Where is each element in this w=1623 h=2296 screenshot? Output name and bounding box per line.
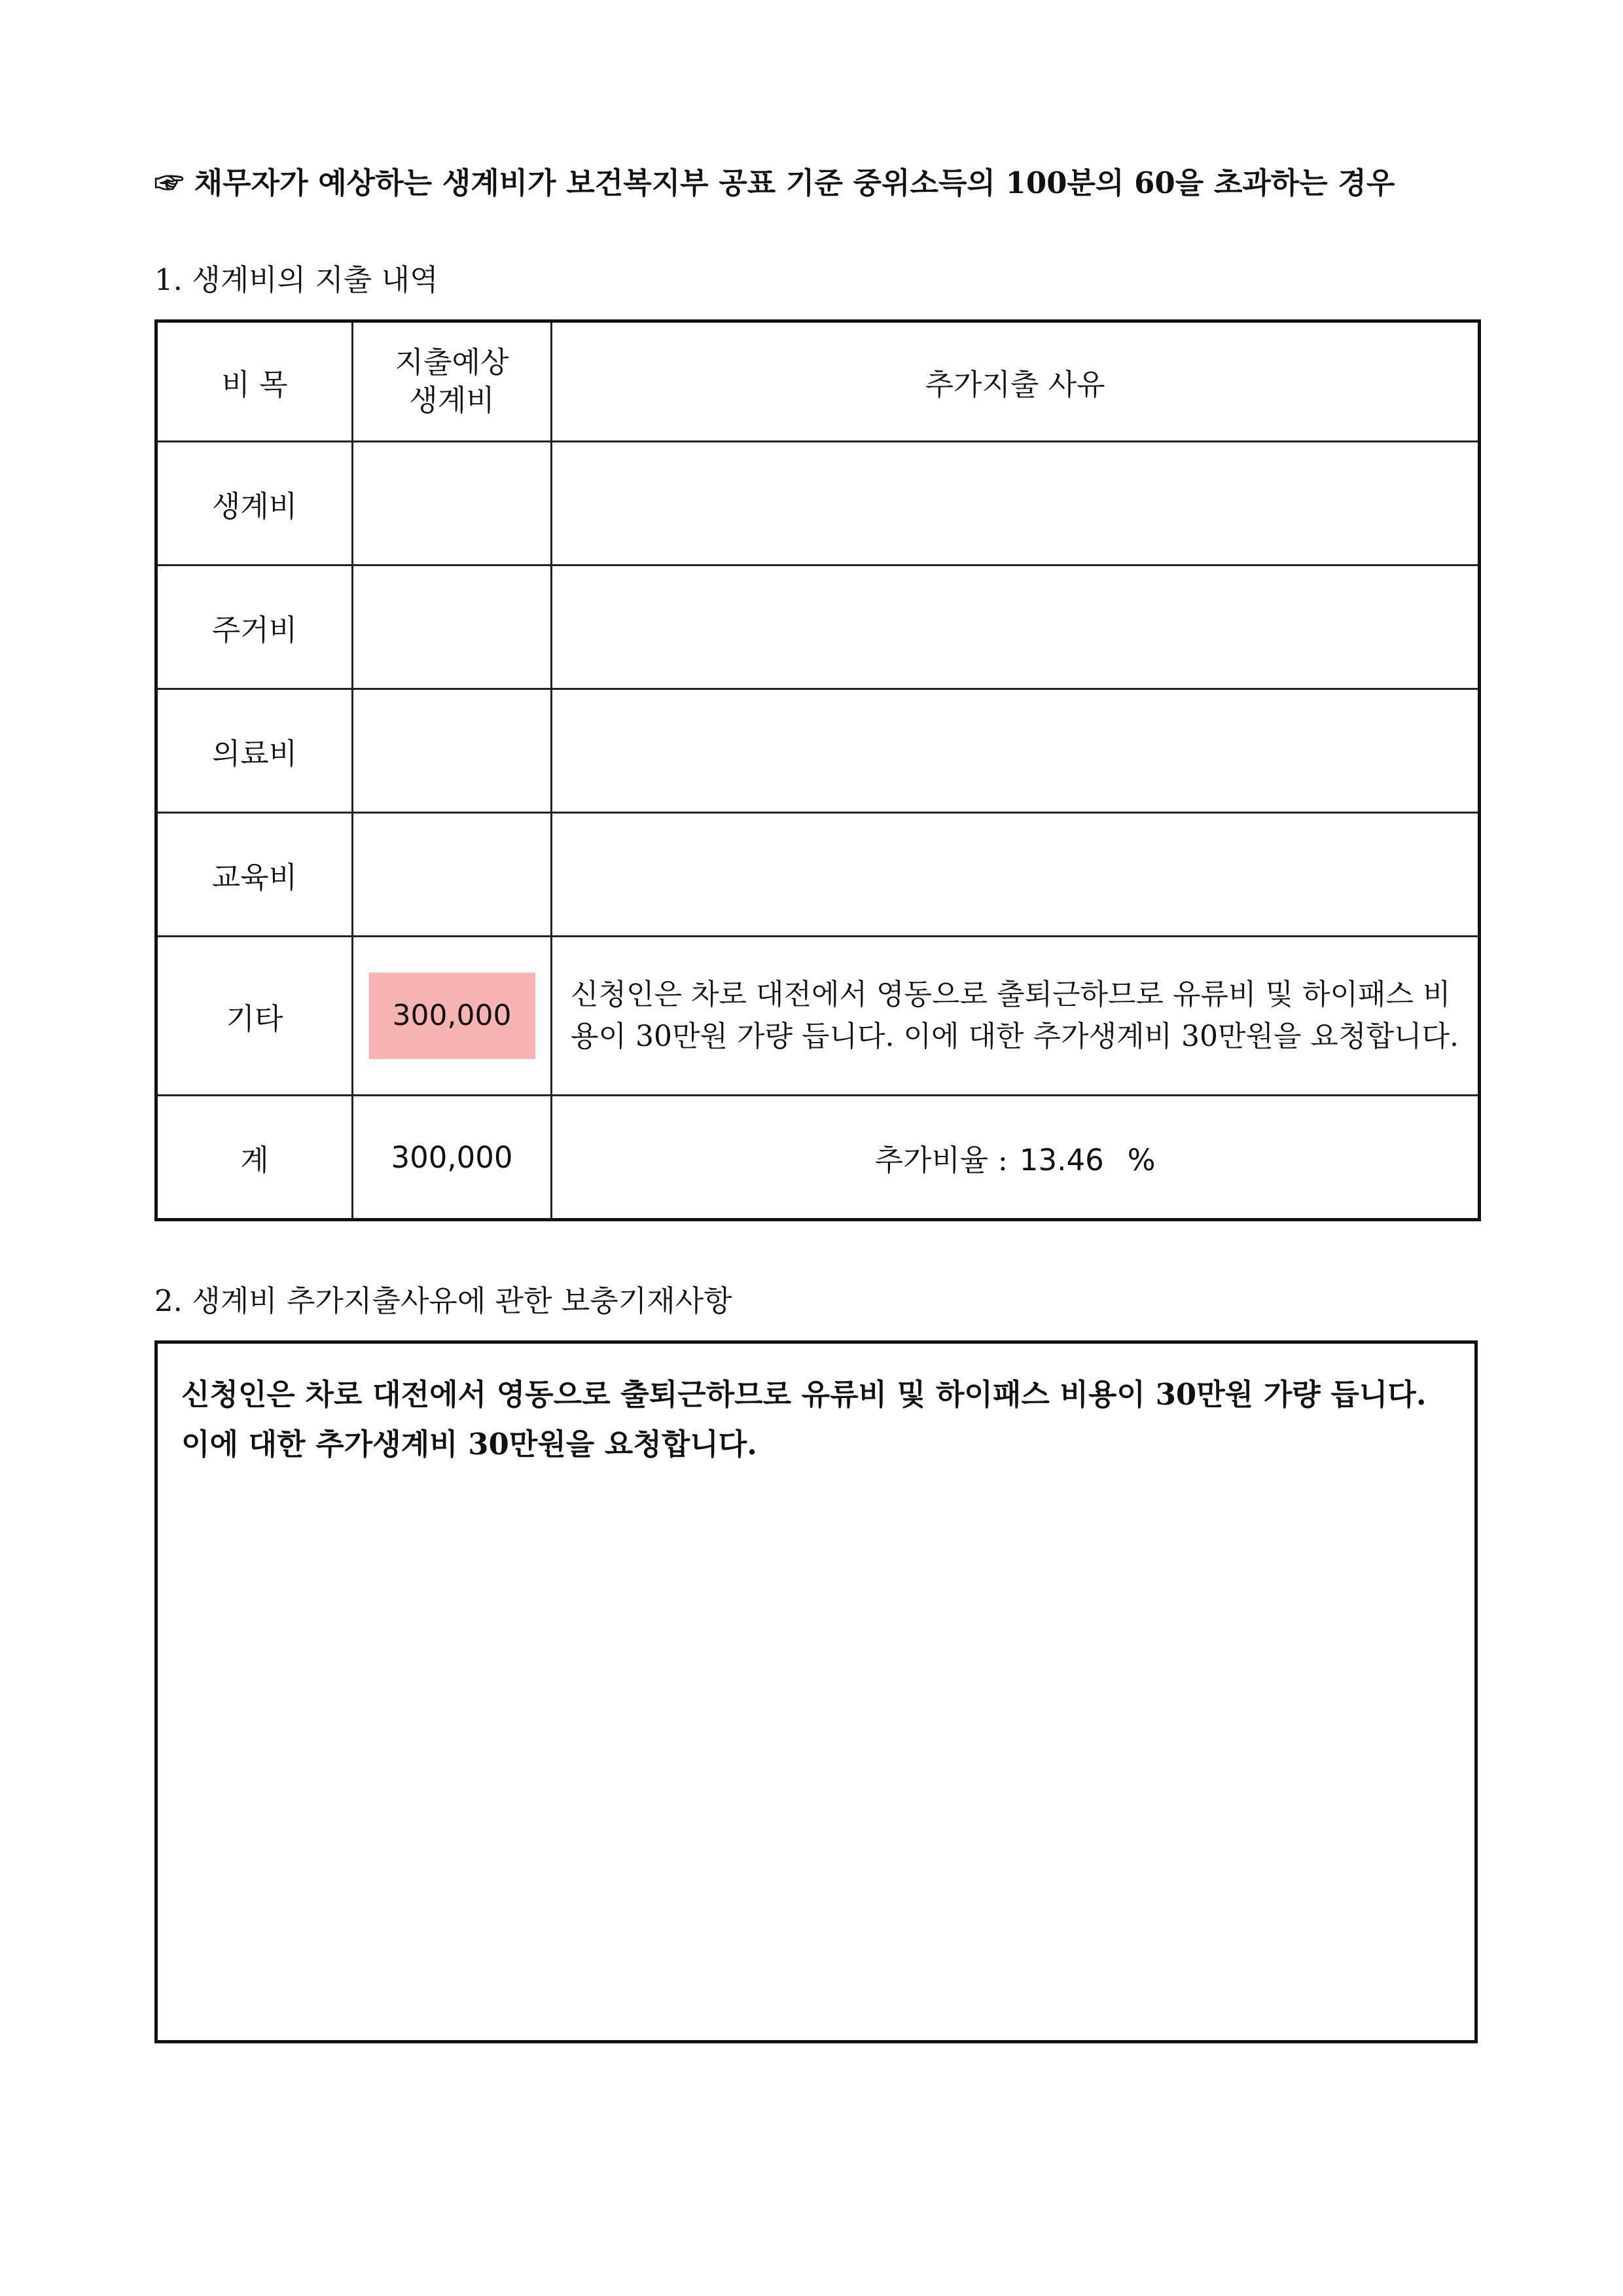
row-other-amount-highlight: 300,000	[369, 973, 535, 1059]
ratio-label: 추가비율 :	[874, 1142, 1008, 1177]
row-housing-amount[interactable]	[353, 565, 552, 689]
page-heading: ☞ 채무자가 예상하는 생계비가 보건복지부 공표 기준 중위소득의 100분의 60을 초과하는 경우	[154, 166, 1395, 200]
table-row-housing	[156, 565, 1480, 689]
row-other-amount-cell[interactable]	[353, 937, 552, 1096]
table-row-other	[156, 937, 1480, 1096]
section1-title: 1. 생계비의 지출 내역	[154, 262, 438, 297]
total-amount: 300,000	[353, 1096, 552, 1220]
table-header-row	[156, 321, 1480, 442]
header-amount	[353, 321, 552, 442]
ratio-value: 13.46	[1019, 1142, 1104, 1177]
expense-table	[154, 319, 1481, 1221]
row-housing-reason[interactable]	[552, 565, 1480, 689]
total-ratio	[552, 1096, 1480, 1220]
section2-title: 2. 생계비 추가지출사유에 관한 보충기재사항	[154, 1283, 732, 1318]
row-other-item: 기타	[156, 937, 353, 1096]
row-housing-item: 주거비	[156, 565, 353, 689]
total-label: 계	[156, 1096, 353, 1220]
supplementary-notes-box[interactable]	[154, 1340, 1478, 2043]
row-education-item: 교육비	[156, 813, 353, 937]
row-medical-item: 의료비	[156, 689, 353, 813]
row-living-item: 생계비	[156, 442, 353, 565]
row-medical-amount[interactable]	[353, 689, 552, 813]
supplementary-notes-text	[181, 1370, 1464, 1469]
notes-line-2: 이에 대한 추가생계비 30만원을 요청합니다.	[181, 1427, 757, 1462]
header-item: 비 목	[156, 321, 353, 442]
row-other-reason[interactable]: 신청인은 차로 대전에서 영동으로 출퇴근하므로 유류비 및 하이패스 비용이 30만원 가량 듭니다. 이에 대한 추가생계비 30만원을 요청합니다.	[552, 937, 1480, 1096]
header-amount-line2: 생계비	[409, 383, 495, 418]
row-education-amount[interactable]	[353, 813, 552, 937]
ratio-unit: %	[1127, 1142, 1156, 1177]
row-education-reason[interactable]	[552, 813, 1480, 937]
table-row-medical	[156, 689, 1480, 813]
row-living-amount[interactable]	[353, 442, 552, 565]
row-living-reason[interactable]	[552, 442, 1480, 565]
header-reason: 추가지출 사유	[552, 321, 1480, 442]
table-row-education	[156, 813, 1480, 937]
row-medical-reason[interactable]	[552, 689, 1480, 813]
notes-line-1: 신청인은 차로 대전에서 영동으로 출퇴근하므로 유류비 및 하이패스 비용이 30만원 가량 듭니다.	[181, 1377, 1427, 1412]
table-row-total	[156, 1096, 1480, 1220]
header-amount-line1: 지출예상	[395, 345, 509, 380]
table-row-living	[156, 442, 1480, 565]
